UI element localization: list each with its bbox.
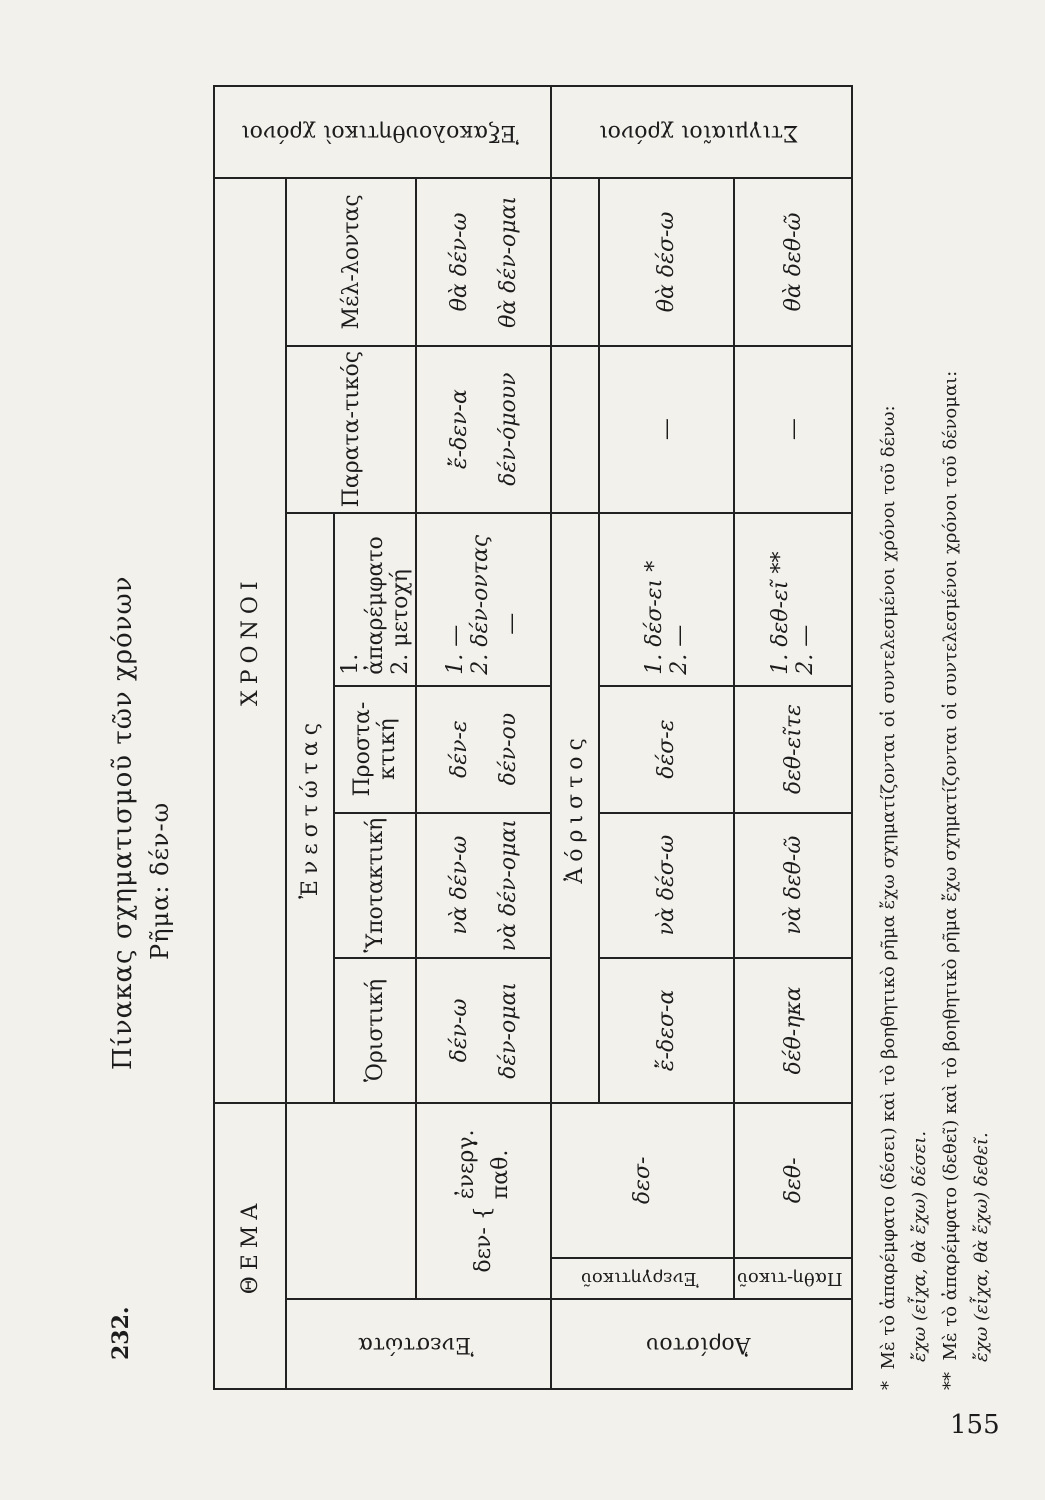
aor-pas-ypotaktiki: νὰ δεθ-ῶ [734, 813, 852, 958]
mellontas-header: Μέλ-λοντας [286, 178, 416, 345]
aor-pas-mellontas: θὰ δεθ-ῶ [734, 178, 852, 345]
page-title: Πίνακας σχηματισμοῦ τῶν χρόνων [108, 575, 138, 1070]
aor-pas-oristiki: δέθ-ηκα [734, 958, 852, 1103]
group-enestota: Ἐνεστώτα [286, 1299, 551, 1389]
rotated-content [108, 70, 1008, 1400]
footnotes [873, 80, 997, 1390]
section-number: 232. [108, 1306, 134, 1360]
ene-aparemfato: 1. — 2. δέν-οντας — [416, 513, 551, 686]
conjugation-table [213, 85, 853, 1390]
ene-ypotaktiki: νὰ δέν-ω νὰ δέν-ομαι [416, 813, 551, 958]
aor-pas-paratatikos: — [734, 346, 852, 513]
aoristos-header: Ἀόριστος [551, 513, 599, 1103]
enestotas-header: Ἐνεστώτας [286, 513, 334, 1103]
footnote-2-example: ἔχω (εἶχα, θὰ ἔχω) δεθεῖ. [971, 1132, 992, 1362]
aor-act-ypotaktiki: νὰ δέσ-ω [599, 813, 734, 958]
aor-act-paratatikos: — [599, 346, 734, 513]
ene-prostaktiki: δέν-ε δέν-ου [416, 686, 551, 813]
ene-paratatikos: ἔ-δεν-α δέν-όμουν [416, 346, 551, 513]
paratatikos-header: Παρατα-τικός [286, 346, 416, 513]
group-aoristou: Ἀορίστου [551, 1299, 852, 1389]
paratatikos-blank [551, 346, 599, 513]
verb-line: Ρῆμα: δέν-ω [146, 801, 174, 960]
stem-des: δεσ- [551, 1103, 734, 1258]
stem-dev: δεν- { ἐνεργ. παθ. [416, 1103, 551, 1299]
chronoi-header: ΧΡΟΝΟΙ [214, 178, 286, 1103]
aor-act-aparemfato: 1. δέσ-ει * 2. — [599, 513, 734, 686]
thema-spacer [286, 1103, 416, 1299]
ene-mellontas: θὰ δέν-ω θὰ δέν-ομαι [416, 178, 551, 345]
footnote-1-example: ἔχω (εἶχα, θὰ ἔχω) δέσει. [909, 1130, 930, 1362]
col-prostaktiki: Προστα-κτική [334, 686, 416, 813]
aor-pas-aparemfato: 1. δεθ-εῖ ** 2. — [734, 513, 852, 686]
aor-act-oristiki: ἔ-δεσ-α [599, 958, 734, 1103]
col-oristiki: Ὁριστική [334, 958, 416, 1103]
aor-act-mellontas: θὰ δέσ-ω [599, 178, 734, 345]
page-number: 155 [950, 1410, 1000, 1440]
ene-oristiki: δέν-ω δέν-ομαι [416, 958, 551, 1103]
stem-deth: δεθ- [734, 1103, 852, 1258]
aor-pas-prostaktiki: δεθ-εῖτε [734, 686, 852, 813]
mellontas-blank [551, 178, 599, 345]
voice-active: Ἐνεργητικοῦ [551, 1258, 734, 1300]
voice-passive: Παθη-τικοῦ [734, 1258, 852, 1300]
footnote-1: * Μὲ τὸ ἀπαρέμφατο (δέσει) καὶ τὸ βοηθητικὸ ρῆμα ἔχω σχηματίζονται οἱ συντελεσμένοι χρόνοι τοῦ δένω: [878, 405, 899, 1390]
col-ypotaktiki: Ὑποτακτική [334, 813, 416, 958]
col-aparemfato-metochi: 1. ἀπαρέμφατο 2. μετοχή [334, 513, 416, 686]
footnote-2: ** Μὲ τὸ ἀπαρέμφατο (δεθεῖ) καὶ τὸ βοηθητικὸ ρῆμα ἔχω σχηματίζονται οἱ συντελεσμένοι χρόνοι τοῦ δένομαι: [940, 370, 961, 1390]
side-label-bottom: Στιγμιαῖοι χρόνοι [551, 86, 852, 178]
side-label-top: Ἐξακολουθητικοὶ χρόνοι [214, 86, 551, 178]
thema-header: ΘΕΜΑ [214, 1103, 286, 1389]
aor-act-prostaktiki: δέσ-ε [599, 686, 734, 813]
